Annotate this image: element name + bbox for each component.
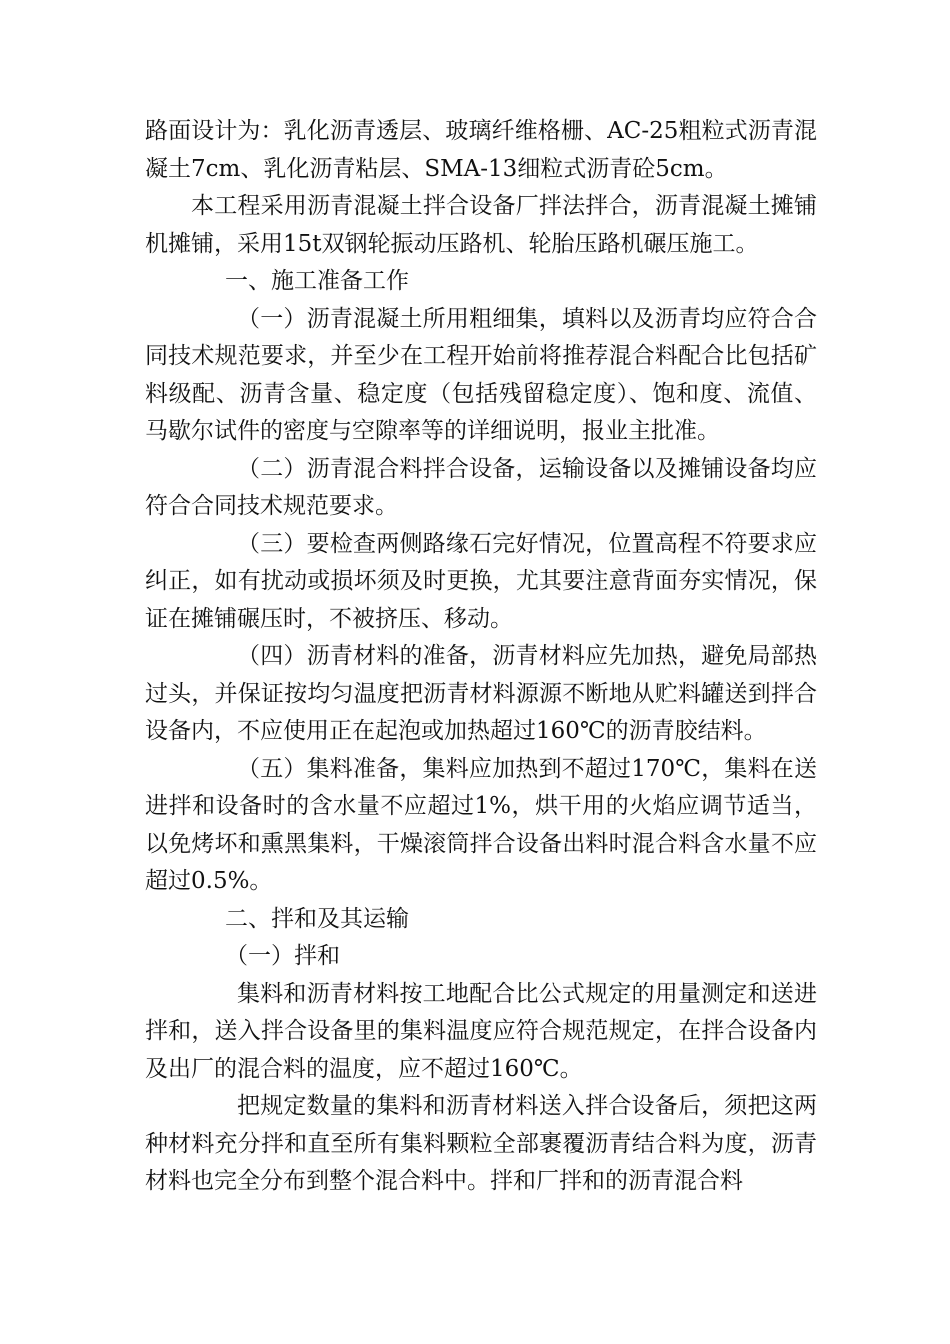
- paragraph-mixing-2: 把规定数量的集料和沥青材料送入拌合设备后，须把这两种材料充分拌和直至所有集料颗粒全部裹覆沥青结合料为度，沥青材料也完全分布到整个混合料中。拌和厂拌和的沥青混合料: [145, 1093, 817, 1194]
- subsection-heading-mixing: （一）拌和: [225, 943, 340, 969]
- paragraph-prep-item-3: （三）要检查两侧路缘石完好情况，位置高程不符要求应纠正，如有扰动或损坏须及时更换，尤其要注意背面夯实情况，保证在摊铺碾压时，不被挤压、移动。: [145, 530, 817, 632]
- document-body: [145, 113, 817, 1201]
- paragraph-prep-item-4: （四）沥青材料的准备，沥青材料应先加热，避免局部热过头，并保证按均匀温度把沥青材料源源不断地从贮料罐送到拌合设备内，不应使用正在起泡或加热超过160℃的沥青胶结料。: [145, 643, 817, 744]
- paragraph-mixing-1: 集料和沥青材料按工地配合比公式规定的用量测定和送进拌和，送入拌合设备里的集料温度应符合规范规定，在拌合设备内及出厂的混合料的温度，应不超过160℃。: [145, 980, 817, 1082]
- paragraph-construction-method: 本工程采用沥青混凝土拌合设备厂拌法拌合，沥青混凝土摊铺机摊铺，采用15t双钢轮振动压路机、轮胎压路机碾压施工。: [145, 193, 817, 257]
- section-heading-mixing-transport: 二、拌和及其运输: [225, 905, 409, 932]
- paragraph-prep-item-2: （二）沥青混合料拌合设备，运输设备以及摊铺设备均应符合合同技术规范要求。: [145, 455, 817, 519]
- paragraph-pavement-design: 路面设计为：乳化沥青透层、玻璃纤维格栅、AC-25粗粒式沥青混凝土7cm、乳化沥青粘层、SMA-13细粒式沥青砼5cm。: [145, 118, 817, 182]
- section-heading-preparation: 一、施工准备工作: [225, 268, 409, 294]
- paragraph-prep-item-1: （一）沥青混凝土所用粗细集，填料以及沥青均应符合合同技术规范要求，并至少在工程开始前将推荐混合料配合比包括矿料级配、沥青含量、稳定度（包括残留稳定度）、饱和度、流值、马歇尔试件的密度与空隙率等的详细说明，报业主批准。: [145, 305, 817, 444]
- paragraph-prep-item-5: （五）集料准备，集料应加热到不超过170℃，集料在送进拌和设备时的含水量不应超过1%，烘干用的火焰应调节适当，以免烤坏和熏黑集料，干燥滚筒拌合设备出料时混合料含水量不应超过0.5%。: [145, 755, 817, 894]
